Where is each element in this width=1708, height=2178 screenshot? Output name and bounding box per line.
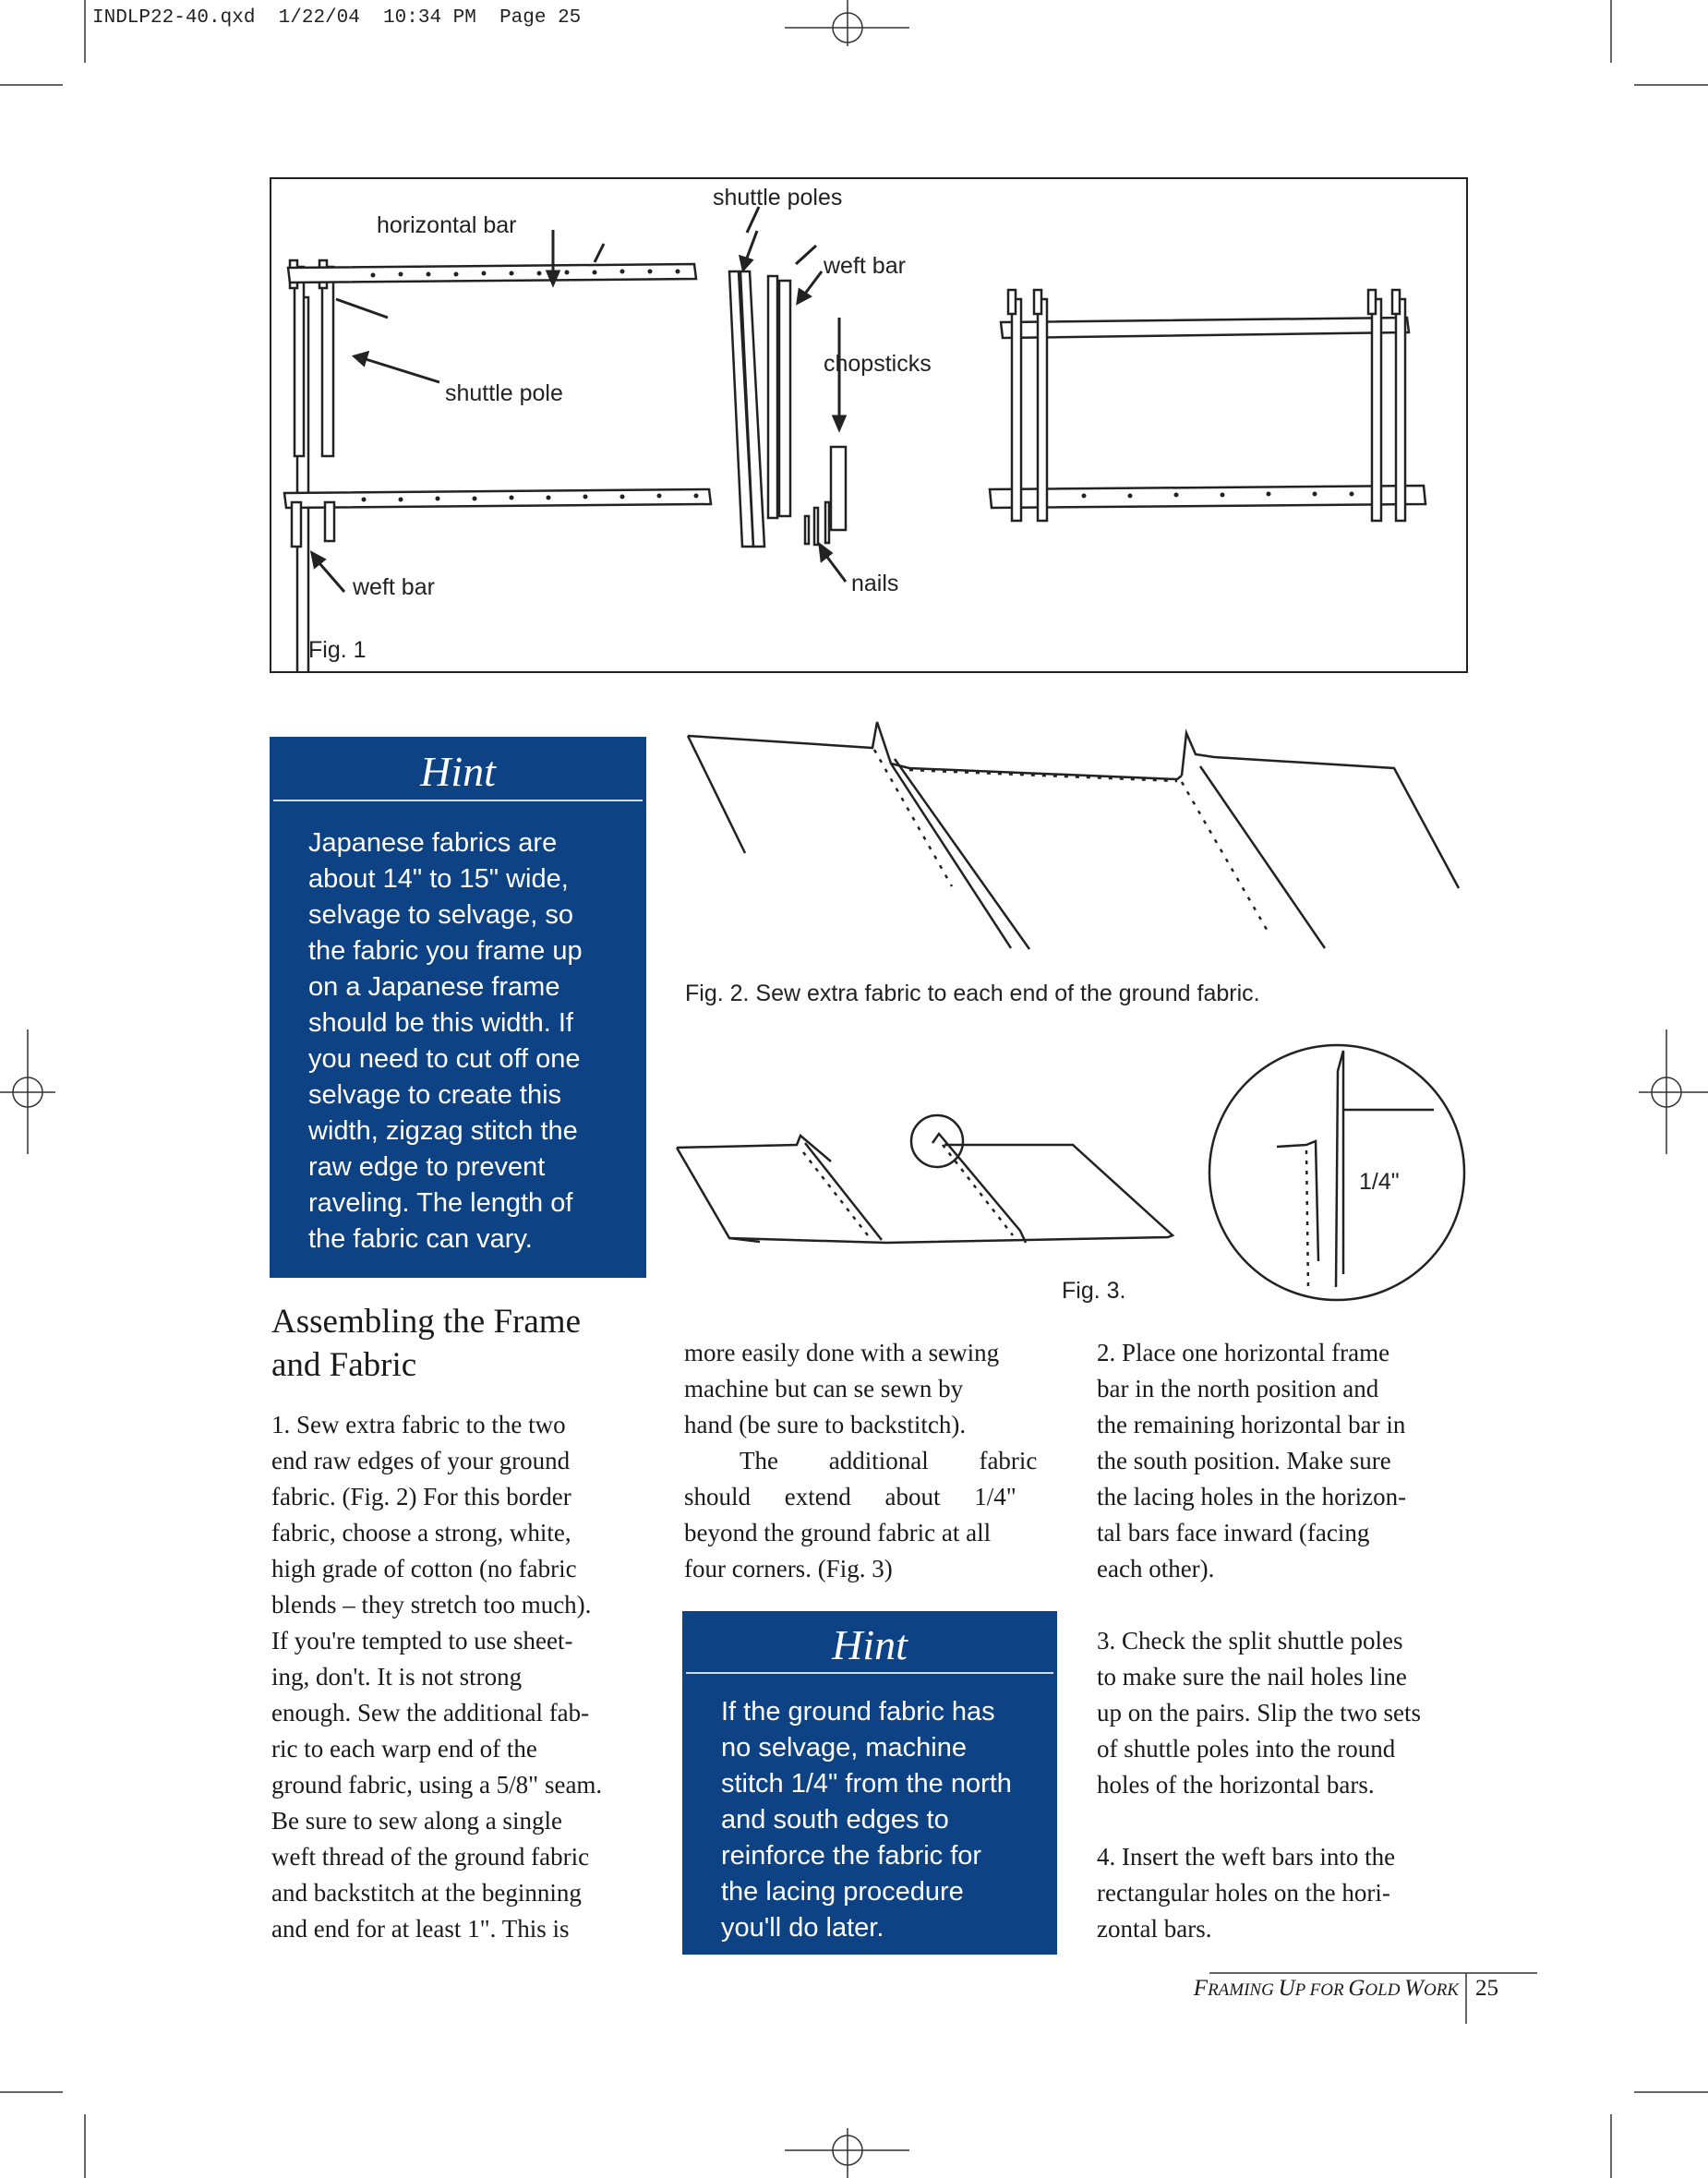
section-heading-line: and Fabric bbox=[271, 1346, 417, 1384]
hint-2-line: no selvage, machine bbox=[721, 1733, 967, 1763]
text-line: of shuttle poles into the round bbox=[1097, 1735, 1396, 1763]
text-line: ground fabric, using a 5/8" seam. bbox=[271, 1771, 603, 1799]
page-number: 25 bbox=[1475, 1976, 1498, 2001]
hint-1-line: selvage to create this bbox=[308, 1080, 562, 1110]
text-line: the remaining horizontal bar in bbox=[1097, 1411, 1406, 1438]
hint-2-line: reinforce the fabric for bbox=[721, 1841, 982, 1871]
hint-1-line: width, zigzag stitch the bbox=[308, 1116, 578, 1146]
figure-1-frame-parts bbox=[270, 177, 1468, 673]
footer-text: G bbox=[1348, 1976, 1365, 2001]
label-horizontal-bar: horizontal bar bbox=[377, 212, 517, 238]
hint-2-title: Hint bbox=[686, 1611, 1053, 1674]
hint-1-line: raveling. The length of bbox=[308, 1188, 573, 1218]
footer-text: U bbox=[1278, 1976, 1295, 2001]
figure-3-measure: 1/4" bbox=[1359, 1169, 1400, 1195]
text-line: blends – they stretch too much). bbox=[271, 1591, 592, 1618]
slug-line: INDLP22-40.qxd 1/22/04 10:34 PM Page 25 bbox=[92, 7, 582, 29]
hint-1-line: you need to cut off one bbox=[308, 1044, 581, 1074]
hint-2-line: you'll do later. bbox=[721, 1913, 884, 1943]
footer-text: RAMING bbox=[1208, 1980, 1279, 2000]
hint-box-2 bbox=[682, 1611, 1057, 1955]
label-shuttle-poles: shuttle poles bbox=[713, 185, 843, 211]
text-line: weft thread of the ground fabric bbox=[271, 1843, 590, 1871]
hint-2-line: If the ground fabric has bbox=[721, 1697, 995, 1727]
text-line: four corners. (Fig. 3) bbox=[684, 1555, 893, 1582]
hint-1-body bbox=[270, 801, 646, 1257]
hint-2-line: stitch 1/4" from the north bbox=[721, 1769, 1012, 1799]
text-line: tal bars face inward (facing bbox=[1097, 1519, 1370, 1546]
text-line: enough. Sew the additional fab- bbox=[271, 1699, 590, 1727]
text-line: beyond the ground fabric at all bbox=[684, 1519, 992, 1546]
label-weft-bar-bottom: weft bar bbox=[353, 574, 435, 600]
text-line: and end for at least 1". This is bbox=[271, 1915, 570, 1943]
column-3-text bbox=[1097, 1335, 1468, 1947]
column-1-text bbox=[271, 1407, 643, 1947]
hint-2-line: the lacing procedure bbox=[721, 1877, 964, 1907]
figure-2-caption: Fig. 2. Sew extra fabric to each end of the ground fabric. bbox=[685, 981, 1260, 1006]
figure-3-caption: Fig. 3. bbox=[1062, 1278, 1126, 1304]
paragraph-gap bbox=[1097, 1587, 1468, 1623]
hint-1-line: the fabric you frame up bbox=[308, 936, 583, 966]
hint-1-line: on a Japanese frame bbox=[308, 972, 560, 1002]
text-line: to make sure the nail holes line bbox=[1097, 1663, 1407, 1691]
hint-1-line: about 14" to 15" wide, bbox=[308, 864, 569, 894]
label-weft-bar-top: weft bar bbox=[824, 253, 906, 279]
label-shuttle-pole: shuttle pole bbox=[445, 380, 563, 406]
footer-text: W bbox=[1404, 1976, 1424, 2001]
hint-2-line: and south edges to bbox=[721, 1805, 949, 1835]
hint-1-line: Japanese fabrics are bbox=[308, 828, 558, 858]
text-line: zontal bars. bbox=[1097, 1915, 1212, 1943]
text-line: 2. Place one horizontal frame bbox=[1097, 1339, 1390, 1366]
text-line: rectangular holes on the hori- bbox=[1097, 1879, 1390, 1907]
footer-text: ORK bbox=[1424, 1980, 1459, 2000]
footer-text: F bbox=[1193, 1976, 1209, 2001]
text-line: end raw edges of your ground bbox=[271, 1447, 571, 1474]
text-line: hand (be sure to backstitch). bbox=[684, 1411, 967, 1438]
section-heading-line: Assembling the Frame bbox=[271, 1303, 582, 1341]
hint-1-line: raw edge to prevent bbox=[308, 1152, 546, 1182]
text-line: up on the pairs. Slip the two sets bbox=[1097, 1699, 1421, 1727]
hint-1-line: the fabric can vary. bbox=[308, 1224, 533, 1254]
text-line: and backstitch at the beginning bbox=[271, 1879, 582, 1907]
hint-2-body bbox=[682, 1674, 1057, 1946]
text-line: high grade of cotton (no fabric bbox=[271, 1555, 577, 1582]
column-2-text bbox=[684, 1335, 1055, 1587]
text-line: 1. Sew extra fabric to the two bbox=[271, 1411, 566, 1438]
label-chopsticks: chopsticks bbox=[824, 351, 932, 377]
hint-1-line: selvage to selvage, so bbox=[308, 900, 573, 930]
figure-3-fabric-drawing bbox=[669, 1041, 1473, 1318]
text-line: the lacing holes in the horizon- bbox=[1097, 1483, 1407, 1510]
figure-2-fabric-drawing bbox=[679, 713, 1463, 962]
text-line: 4. Insert the weft bars into the bbox=[1097, 1843, 1396, 1871]
footer-text: OLD bbox=[1365, 1980, 1405, 2000]
text-line: ing, don't. It is not strong bbox=[271, 1663, 523, 1691]
hint-box-1 bbox=[270, 737, 646, 1278]
running-footer-title bbox=[969, 1976, 1459, 2002]
text-line: more easily done with a sewing bbox=[684, 1339, 1000, 1366]
text-line: If you're tempted to use sheet- bbox=[271, 1627, 573, 1655]
text-line: ric to each warp end of the bbox=[271, 1735, 537, 1763]
footer-text: P FOR bbox=[1294, 1980, 1349, 2000]
text-line: Be sure to sew along a single bbox=[271, 1807, 562, 1835]
paragraph-gap bbox=[1097, 1803, 1468, 1839]
hint-1-title: Hint bbox=[273, 737, 643, 801]
figure-1-caption: Fig. 1 bbox=[308, 637, 367, 663]
text-line: bar in the north position and bbox=[1097, 1375, 1379, 1402]
text-line: the south position. Make sure bbox=[1097, 1447, 1391, 1474]
hint-1-line: should be this width. If bbox=[308, 1008, 573, 1038]
text-line: The additional fabric bbox=[740, 1447, 1038, 1474]
text-line: should extend about 1/4" bbox=[684, 1483, 1016, 1510]
label-nails: nails bbox=[851, 571, 899, 596]
text-line: each other). bbox=[1097, 1555, 1215, 1582]
section-heading bbox=[271, 1300, 581, 1387]
text-line: fabric. (Fig. 2) For this border bbox=[271, 1483, 571, 1510]
text-line: machine but can se sewn by bbox=[684, 1375, 964, 1402]
text-line: holes of the horizontal bars. bbox=[1097, 1771, 1375, 1799]
text-line: fabric, choose a strong, white, bbox=[271, 1519, 571, 1546]
text-line: 3. Check the split shuttle poles bbox=[1097, 1627, 1403, 1655]
